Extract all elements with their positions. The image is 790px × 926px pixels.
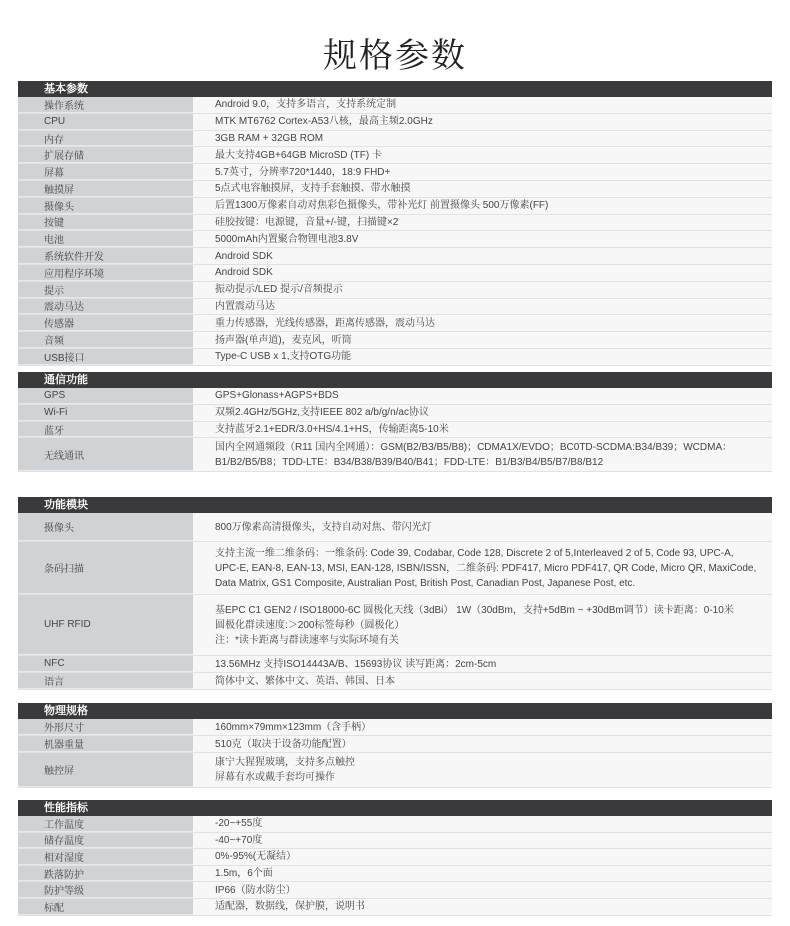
spec-label: 提示 [18, 282, 193, 298]
spec-section [18, 800, 772, 916]
spec-value [193, 719, 772, 735]
spec-row [18, 656, 772, 673]
section-header: 通信功能 [18, 372, 772, 388]
spec-value-line: 适配器，数据线，保护膜，说明书 [215, 901, 365, 913]
spec-label: GPS [18, 388, 193, 404]
spec-value-line: IP66（防水防尘） [215, 884, 296, 896]
spec-row [18, 753, 772, 788]
spec-row [18, 215, 772, 232]
spec-value [193, 282, 772, 298]
spec-value-line: 注：*读卡距离与群读速率与实际环境有关 [215, 634, 399, 646]
spec-value [193, 405, 772, 421]
spec-value-line: 510克（取决于设备功能配置） [215, 738, 352, 750]
spec-row [18, 114, 772, 131]
spec-row [18, 899, 772, 916]
spec-value-line: Android SDK [215, 250, 273, 262]
spec-value-line: 康宁大猩猩玻璃，支持多点触控 [215, 757, 355, 768]
spec-value [193, 131, 772, 147]
spec-value [193, 147, 772, 163]
spec-label: 工作温度 [18, 816, 193, 832]
spec-row [18, 299, 772, 316]
spec-label: 防护等级 [18, 882, 193, 898]
spec-row [18, 131, 772, 148]
spec-value-line: Android 9.0，支持多语言，支持系统定制 [215, 99, 397, 111]
spec-value-line: Type-C USB x 1,支持OTG功能 [215, 351, 352, 363]
spec-section [18, 372, 772, 472]
spec-row [18, 595, 772, 656]
spec-row [18, 282, 772, 299]
spec-row [18, 405, 772, 422]
spec-section [18, 81, 772, 366]
spec-value [193, 181, 772, 197]
spec-label: 按键 [18, 215, 193, 231]
spec-label: 扩展存储 [18, 147, 193, 163]
spec-row [18, 231, 772, 248]
spec-value-line: 内置震动马达 [215, 300, 275, 312]
spec-label: 无线通讯 [18, 438, 193, 471]
spec-label: 电池 [18, 231, 193, 247]
spec-value-line: 1.5m，6个面 [215, 868, 273, 880]
spec-value-line: 3GB RAM + 32GB ROM [215, 132, 324, 144]
spec-label: 蓝牙 [18, 422, 193, 438]
spec-value-line: 支持蓝牙2.1+EDR/3.0+HS/4.1+HS，传输距离5-10米 [215, 423, 449, 435]
spec-row [18, 882, 772, 899]
spec-value [193, 349, 772, 365]
spec-value-line: UPC-E, EAN-8, EAN-13, MSI, EAN-128, ISBN/ISSN，二维条码: PDF417, Micro PDF417, QR Code, Micro QR, MaxiCode, [215, 562, 757, 574]
spec-label: 摄像头 [18, 198, 193, 214]
spec-row [18, 349, 772, 366]
spec-value [193, 114, 772, 130]
spec-value-line: 屏幕有水或戴手套均可操作 [215, 772, 335, 783]
spec-row [18, 833, 772, 850]
spec-value-line: Data Matrix, GS1 Composite, Australian Post, British Post, Canadian Post, Japanese Post, etc. [215, 577, 636, 589]
spec-value [193, 595, 772, 655]
spec-value-line: B1/B2/B5/B8；TDD-LTE：B34/B38/B39/B40/B41；FDD-LTE：B1/B3/B4/B5/B7/B8/B12 [215, 456, 604, 468]
spec-value-line: 160mm×79mm×123mm（含手柄） [215, 721, 372, 733]
spec-value [193, 753, 772, 787]
spec-value [193, 882, 772, 898]
spec-label: 操作系统 [18, 97, 193, 113]
spec-label: 系统软件开发 [18, 248, 193, 264]
spec-row [18, 315, 772, 332]
spec-value-line: 5.7英寸，分辨率720*1440，18:9 FHD+ [215, 166, 391, 178]
spec-row [18, 673, 772, 690]
spec-value-line: 支持主流一维二维条码：一维条码: Code 39, Codabar, Code 128, Discrete 2 of 5,Interleaved 2 of 5, Code 93, UPC-A, [215, 547, 734, 559]
spec-value [193, 849, 772, 865]
spec-value [193, 231, 772, 247]
spec-value-line: 硅胶按键：电源键，音量+/-键，扫描键×2 [215, 216, 399, 228]
spec-row [18, 422, 772, 439]
spec-value-line: 0%-95%(无凝结） [215, 851, 297, 863]
spec-value [193, 422, 772, 438]
spec-value [193, 816, 772, 832]
spec-value-line: 最大支持4GB+64GB MicroSD (TF) 卡 [215, 149, 382, 161]
spec-label: 跌落防护 [18, 866, 193, 882]
spec-value-line: 800万像素高清摄像头，支持自动对焦、带闪光灯 [215, 521, 432, 533]
spec-label: 外形尺寸 [18, 719, 193, 735]
spec-row [18, 164, 772, 181]
spec-row [18, 866, 772, 883]
section-header: 性能指标 [18, 800, 772, 816]
spec-value-line: 双频2.4GHz/5GHz,支持IEEE 802 a/b/g/n/ac协议 [215, 407, 429, 419]
spec-row [18, 438, 772, 472]
spec-value-line: 简体中文、繁体中文、英语、韩国、日本 [215, 675, 395, 687]
spec-label: 触摸屏 [18, 181, 193, 197]
spec-row [18, 719, 772, 736]
spec-value [193, 315, 772, 331]
spec-section [18, 703, 772, 788]
spec-label: 相对湿度 [18, 849, 193, 865]
spec-row [18, 542, 772, 595]
spec-label: 标配 [18, 899, 193, 915]
spec-row [18, 181, 772, 198]
spec-value-line: 13.56MHz 支持ISO14443A/B、15693协议 读写距离：2cm-5cm [215, 658, 497, 670]
spec-row [18, 198, 772, 215]
spec-row [18, 513, 772, 542]
spec-value-line: Android SDK [215, 267, 273, 279]
spec-value [193, 97, 772, 113]
spec-value-line: -20~+55度 [215, 818, 263, 830]
spec-label: 屏幕 [18, 164, 193, 180]
spec-row [18, 332, 772, 349]
spec-row [18, 388, 772, 405]
spec-value [193, 299, 772, 315]
page-title: 规格参数 [323, 36, 467, 76]
spec-row [18, 736, 772, 753]
spec-value [193, 248, 772, 264]
spec-value [193, 388, 772, 404]
spec-row [18, 849, 772, 866]
spec-label: 摄像头 [18, 513, 193, 541]
spec-value-line: 基EPC C1 GEN2 / ISO18000-6C 圆极化天线（3dBi） 1W（30dBm，支持+5dBm ~ +30dBm调节）读卡距离：0-10米 [215, 604, 734, 616]
spec-label: NFC [18, 656, 193, 672]
spec-section [18, 497, 772, 690]
spec-value [193, 833, 772, 849]
spec-value [193, 513, 772, 541]
spec-value [193, 899, 772, 915]
spec-row [18, 265, 772, 282]
spec-label: Wi-Fi [18, 405, 193, 421]
spec-label: 语言 [18, 673, 193, 689]
spec-label: 储存温度 [18, 833, 193, 849]
spec-value-line: MTK MT6762 Cortex-A53八核，最高主频2.0GHz [215, 116, 433, 128]
spec-label: CPU [18, 114, 193, 130]
spec-value [193, 198, 772, 214]
spec-value [193, 164, 772, 180]
spec-value [193, 332, 772, 348]
spec-label: 触控屏 [18, 753, 193, 787]
section-header: 功能模块 [18, 497, 772, 513]
spec-value [193, 215, 772, 231]
spec-value-line: -40~+70度 [215, 834, 263, 846]
spec-value-line: 扬声器(单声道)，麦克风，听筒 [215, 334, 352, 346]
section-header: 基本参数 [18, 81, 772, 97]
spec-label: 机器重量 [18, 736, 193, 752]
spec-value [193, 656, 772, 672]
spec-value-line: 振动提示/LED 提示/音频提示 [215, 284, 343, 296]
spec-row [18, 147, 772, 164]
spec-row [18, 97, 772, 114]
spec-row [18, 248, 772, 265]
spec-value [193, 736, 772, 752]
spec-label: UHF RFID [18, 595, 193, 655]
spec-value [193, 542, 772, 594]
spec-value-line: 圆极化群读速度:＞200标签每秒（圆极化） [215, 619, 405, 631]
spec-value-line: 国内全网通频段（R11 国内全网通）：GSM(B2/B3/B5/B8)；CDMA1X/EVDO；BC0TD-SCDMA:B34/B39；WCDMA： [215, 441, 733, 453]
spec-label: 传感器 [18, 315, 193, 331]
spec-label: 条码扫描 [18, 542, 193, 594]
spec-label: 内存 [18, 131, 193, 147]
spec-value [193, 265, 772, 281]
spec-value [193, 438, 772, 471]
spec-label: 音频 [18, 332, 193, 348]
spec-value-line: 重力传感器，光线传感器，距离传感器，震动马达 [215, 317, 435, 329]
section-header: 物理规格 [18, 703, 772, 719]
spec-row [18, 816, 772, 833]
spec-value-line: 后置1300万像素自动对焦彩色摄像头，带补光灯 前置摄像头 500万像素(FF) [215, 200, 549, 212]
spec-label: 震动马达 [18, 299, 193, 315]
spec-value [193, 673, 772, 689]
spec-value-line: 5点式电容触摸屏，支持手套触摸、带水触摸 [215, 183, 411, 195]
spec-value-line: 5000mAh内置聚合物锂电池3.8V [215, 233, 359, 245]
spec-label: USB接口 [18, 349, 193, 365]
spec-label: 应用程序环境 [18, 265, 193, 281]
spec-value [193, 866, 772, 882]
spec-value-line: GPS+Glonass+AGPS+BDS [215, 390, 339, 402]
